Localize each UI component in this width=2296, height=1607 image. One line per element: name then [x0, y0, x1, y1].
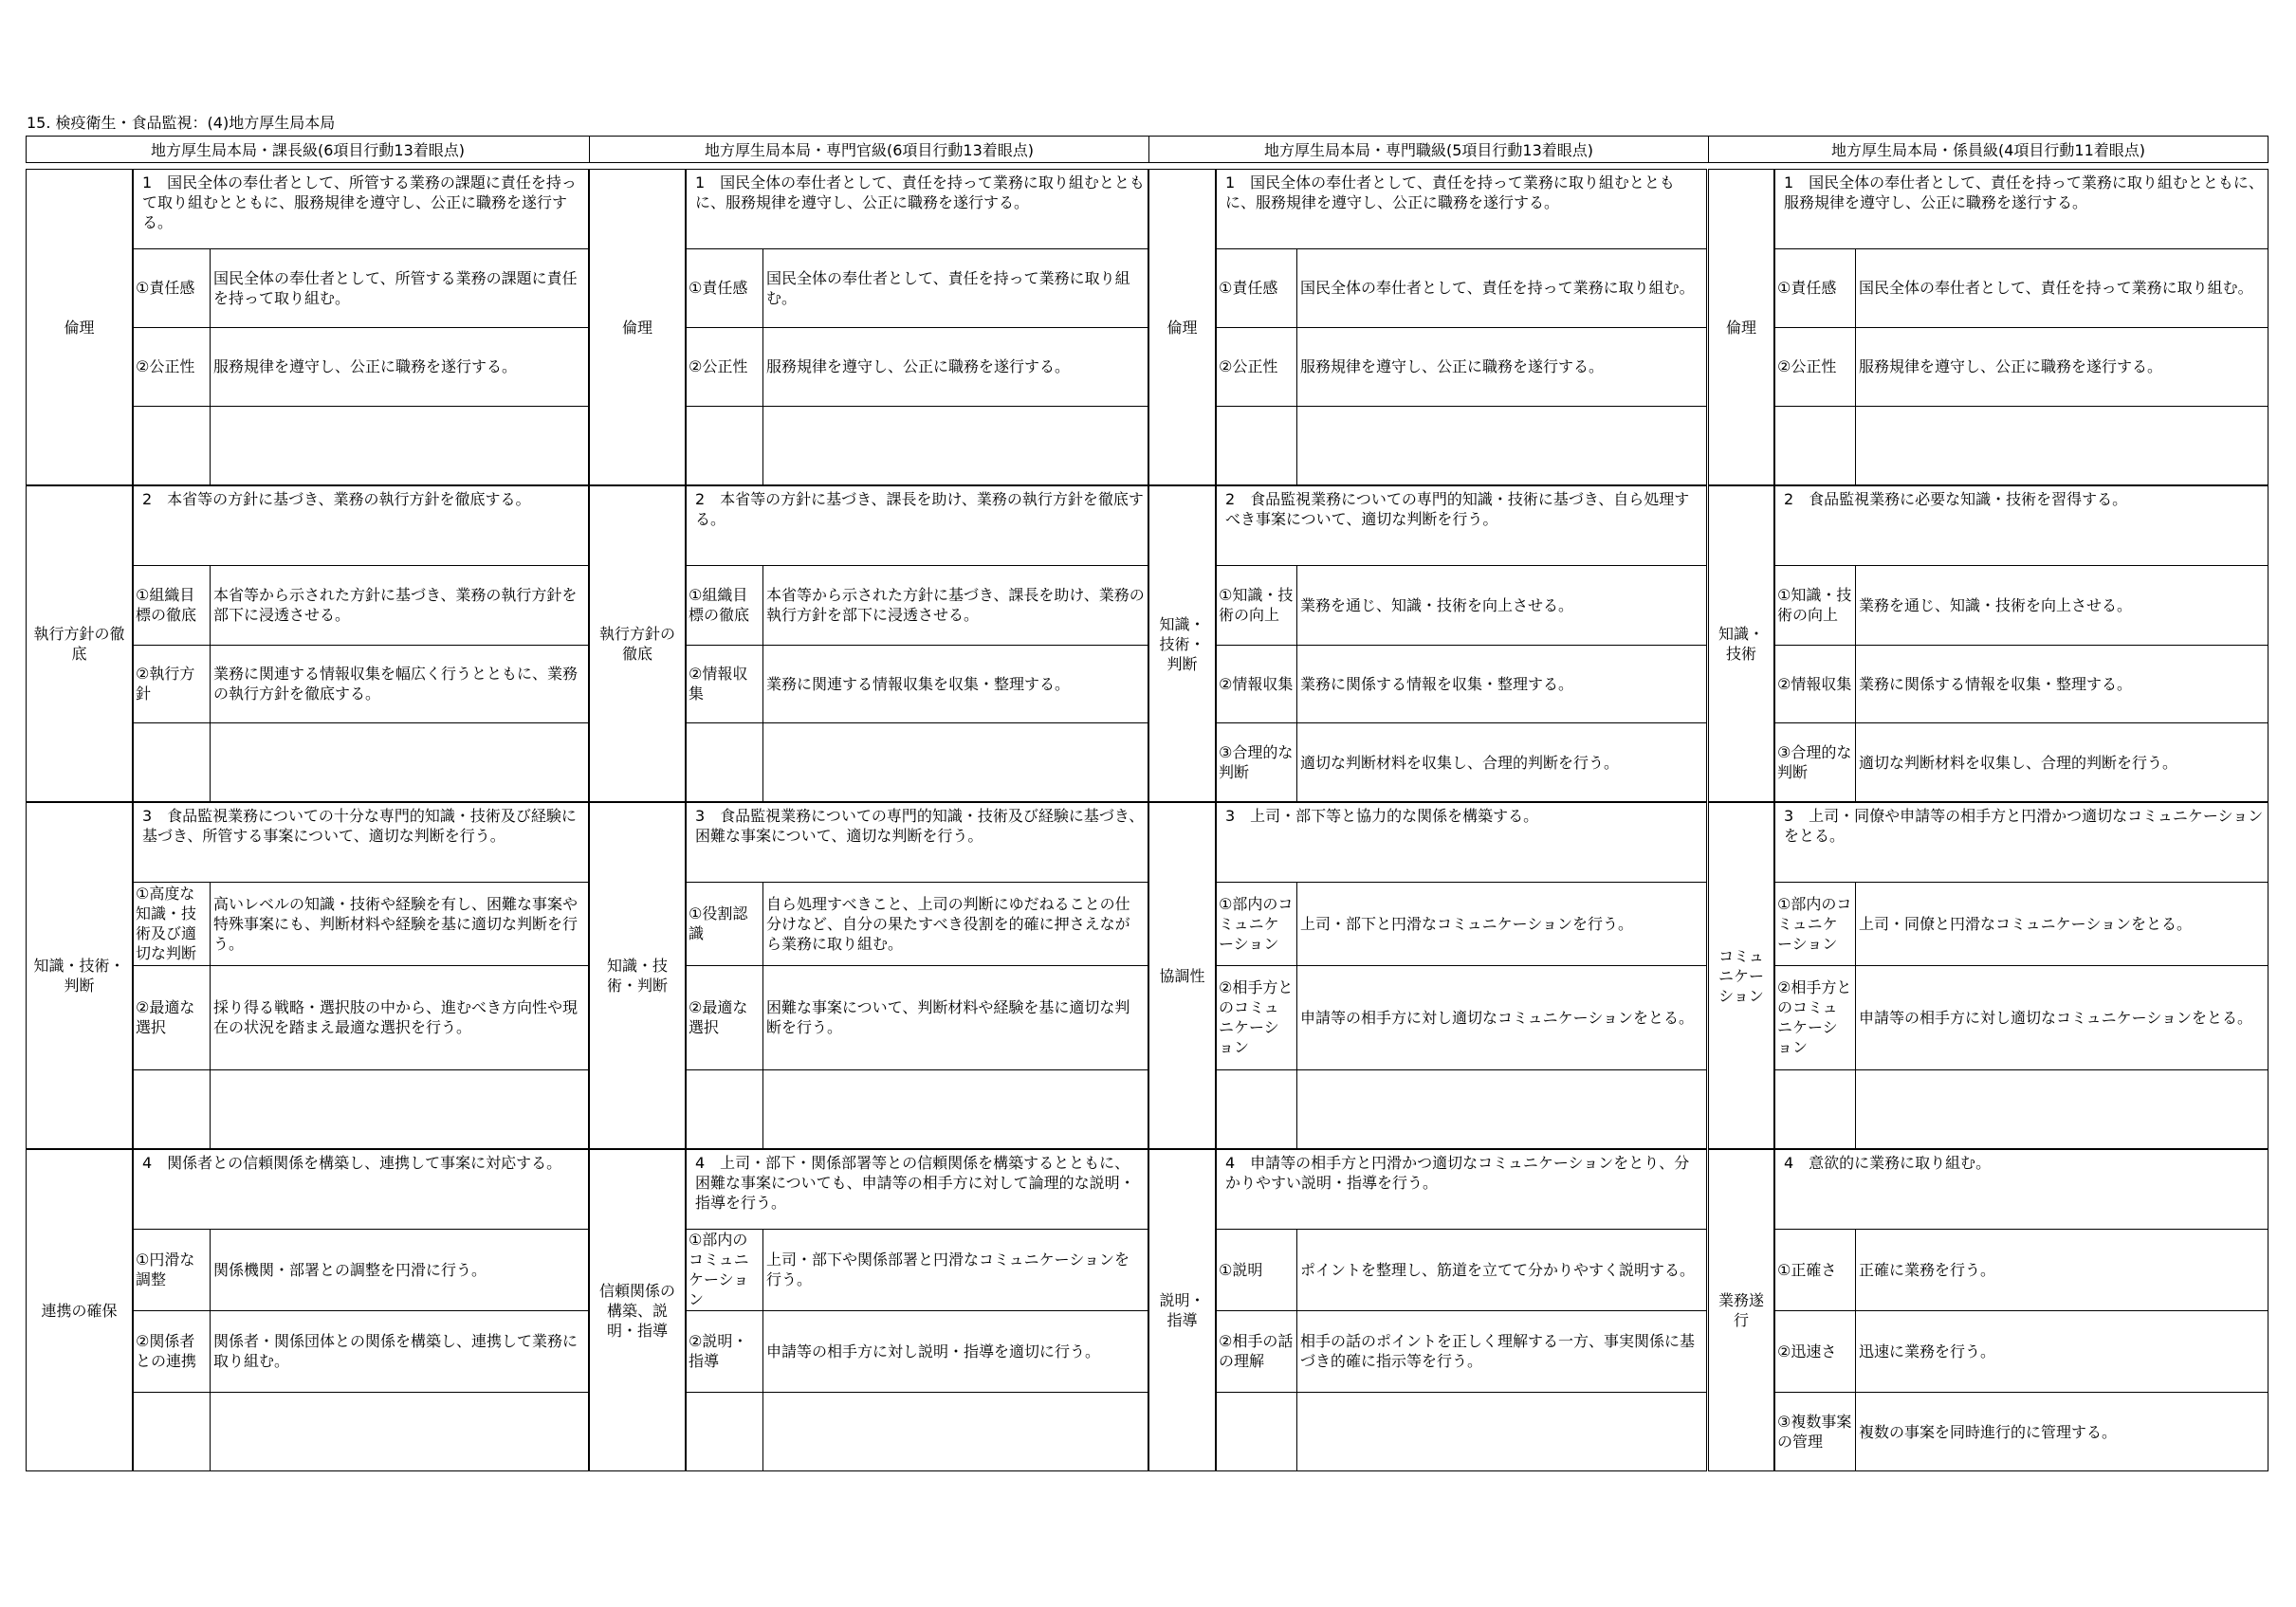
viewpoint-label [686, 406, 762, 485]
category-cell: 倫理 [26, 169, 133, 485]
viewpoint-label: ①責任感 [689, 279, 748, 297]
viewpoint-description: 国民全体の奉仕者として、所管する業務の課題に責任を持って取り組む。 [213, 268, 578, 307]
category-cell: 倫理 [1708, 169, 1774, 485]
category-cell: 業務遂行 [1708, 1149, 1774, 1471]
viewpoint-description: 申請等の相手方に対し適切なコミュニケーションをとる。 [1859, 1008, 2253, 1027]
viewpoint-label: ③合理的な判断 [1777, 743, 1852, 781]
viewpoint-label [1774, 406, 1855, 485]
behavior-statement: 4 意欲的に業務に取り組む。 [1784, 1154, 1992, 1172]
viewpoint-description: 困難な事案について、判断材料や経験を基に適切な判断を行う。 [766, 998, 1130, 1036]
viewpoint-description: 服務規律を遵守し、公正に職務を遂行する。 [213, 357, 518, 375]
viewpoint-label: ①説明 [1219, 1260, 1263, 1279]
category-cell: 知識・技術・判断 [1148, 485, 1216, 802]
viewpoint-label: ①組織目標の徹底 [136, 586, 197, 624]
viewpoint-description: 業務に関連する情報収集を幅広く行うとともに、業務の執行方針を徹底する。 [213, 665, 579, 703]
viewpoint-label: ①部内のコミュニケーション [1777, 894, 1852, 953]
behavior-statement: 3 食品監視業務についての十分な専門的知識・技術及び経験に基づき、所管する事案について、適切な判断を行う。 [142, 807, 577, 845]
viewpoint-description [762, 722, 1148, 802]
category-cell: 連携の確保 [26, 1149, 133, 1471]
behavior-statement: 1 国民全体の奉仕者として、責任を持って業務に取り組むとともに、服務規律を遵守し、公正に職務を遂行する。 [1225, 173, 1675, 211]
behavior-statement: 2 本省等の方針に基づき、業務の執行方針を徹底する。 [142, 490, 531, 508]
viewpoint-description [210, 1392, 589, 1471]
viewpoint-description [762, 1069, 1148, 1149]
category-cell: 倫理 [1148, 169, 1216, 485]
category-cell: 執行方針の徹底 [589, 485, 686, 802]
viewpoint-description: 本省等から示された方針に基づき、課長を助け、業務の執行方針を部下に浸透させる。 [766, 586, 1145, 624]
viewpoint-label: ③合理的な判断 [1219, 743, 1294, 781]
viewpoint-label: ②関係者との連携 [136, 1332, 197, 1370]
viewpoint-label: ②説明・指導 [689, 1332, 748, 1370]
category-cell: 知識・技術・判断 [26, 802, 133, 1149]
viewpoint-label: ①責任感 [1777, 279, 1837, 297]
viewpoint-label: ①部内のコミュニケーション [1219, 894, 1294, 953]
category-cell: 知識・技術・判断 [589, 802, 686, 1149]
viewpoint-label [686, 722, 762, 802]
viewpoint-label: ①責任感 [136, 279, 195, 297]
category-cell: 協調性 [1148, 802, 1216, 1149]
viewpoint-description: 申請等の相手方に対し説明・指導を適切に行う。 [766, 1342, 1101, 1360]
viewpoint-description: 上司・部下と円滑なコミュニケーションを行う。 [1300, 914, 1634, 933]
column-header-specialist: 地方厚生局本局・専門職級(5項目行動13着眼点) [1148, 136, 1708, 163]
viewpoint-label: ②最適な選択 [136, 998, 195, 1036]
category-cell: 知識・技術 [1708, 485, 1774, 802]
viewpoint-label: ③複数事案の管理 [1777, 1413, 1852, 1451]
viewpoint-label [133, 1392, 210, 1471]
viewpoint-description: 服務規律を遵守し、公正に職務を遂行する。 [1859, 357, 2163, 375]
viewpoint-label: ①正確さ [1777, 1260, 1837, 1279]
viewpoint-label: ①責任感 [1219, 279, 1278, 297]
viewpoint-description: 業務に関係する情報を収集・整理する。 [1859, 674, 2133, 693]
viewpoint-description [1296, 1392, 1707, 1471]
viewpoint-description [210, 722, 589, 802]
viewpoint-label: ①高度な知識・技術及び適切な判断 [136, 885, 197, 962]
viewpoint-label [133, 1069, 210, 1149]
behavior-statement: 4 関係者との信頼関係を構築し、連携して事案に対応する。 [142, 1154, 562, 1172]
viewpoint-label: ②公正性 [1777, 357, 1837, 375]
viewpoint-label [133, 722, 210, 802]
viewpoint-label: ②公正性 [1219, 357, 1278, 375]
viewpoint-label: ②公正性 [689, 357, 748, 375]
column-header-section-chief: 地方厚生局本局・課長級(6項目行動13着眼点) [26, 136, 589, 163]
column-header-staff: 地方厚生局本局・係員級(4項目行動11着眼点) [1708, 136, 2268, 163]
viewpoint-label: ②最適な選択 [689, 998, 748, 1036]
behavior-statement: 3 上司・同僚や申請等の相手方と円滑かつ適切なコミュニケーションをとる。 [1784, 807, 2264, 845]
category-cell: 説明・指導 [1148, 1149, 1216, 1471]
viewpoint-description [762, 406, 1148, 485]
viewpoint-description: 業務に関係する情報を収集・整理する。 [1300, 674, 1574, 693]
viewpoint-description: 正確に業務を行う。 [1859, 1260, 1996, 1279]
behavior-statement: 1 国民全体の奉仕者として、責任を持って業務に取り組むとともに、服務規律を遵守し、公正に職務を遂行する。 [1784, 173, 2264, 211]
viewpoint-description [762, 1392, 1148, 1471]
category-cell: 倫理 [589, 169, 686, 485]
viewpoint-label: ②相手方とのコミュニケーション [1219, 978, 1294, 1056]
viewpoint-description: 適切な判断材料を収集し、合理的判断を行う。 [1300, 753, 1620, 772]
viewpoint-label [133, 406, 210, 485]
viewpoint-label [686, 1069, 762, 1149]
viewpoint-label: ①知識・技術の向上 [1219, 586, 1294, 624]
viewpoint-description: 業務に関連する情報収集を収集・整理する。 [766, 674, 1071, 693]
viewpoint-description: 服務規律を遵守し、公正に職務を遂行する。 [766, 357, 1071, 375]
viewpoint-description: 国民全体の奉仕者として、責任を持って業務に取り組む。 [1300, 279, 1695, 297]
viewpoint-description: 申請等の相手方に対し適切なコミュニケーションをとる。 [1300, 1008, 1695, 1027]
viewpoint-description [1296, 1069, 1707, 1149]
viewpoint-label: ②情報収集 [1777, 674, 1852, 693]
viewpoint-description: 関係者・関係団体との関係を構築し、連携して業務に取り組む。 [213, 1332, 579, 1370]
viewpoint-description: 本省等から示された方針に基づき、業務の執行方針を部下に浸透させる。 [213, 586, 578, 624]
viewpoint-description: 迅速に業務を行う。 [1859, 1342, 1996, 1360]
viewpoint-label: ②迅速さ [1777, 1342, 1837, 1360]
viewpoint-label: ①円滑な調整 [136, 1251, 195, 1288]
viewpoint-description: 服務規律を遵守し、公正に職務を遂行する。 [1300, 357, 1605, 375]
viewpoint-description: 業務を通じ、知識・技術を向上させる。 [1300, 595, 1574, 614]
behavior-statement: 4 上司・部下・関係部署等との信頼関係を構築するとともに、困難な事案についても、申請等の相手方に対して論理的な説明・指導を行う。 [695, 1154, 1135, 1212]
viewpoint-description [1296, 406, 1707, 485]
viewpoint-description: 適切な判断材料を収集し、合理的判断を行う。 [1859, 753, 2178, 772]
viewpoint-label [686, 1392, 762, 1471]
viewpoint-label: ②執行方針 [136, 665, 195, 703]
behavior-statement: 3 食品監視業務についての専門的知識・技術及び経験に基づき、困難な事案について、適切な判断を行う。 [695, 807, 1145, 845]
viewpoint-label: ①部内のコミュニケーション [689, 1231, 749, 1308]
viewpoint-description: 業務を通じ、知識・技術を向上させる。 [1859, 595, 2133, 614]
column-header-specialist-officer: 地方厚生局本局・専門官級(6項目行動13着眼点) [589, 136, 1148, 163]
viewpoint-description: 国民全体の奉仕者として、責任を持って業務に取り組む。 [1859, 279, 2253, 297]
viewpoint-description [1855, 406, 2268, 485]
viewpoint-label: ②情報収集 [1219, 674, 1294, 693]
viewpoint-description [210, 1069, 589, 1149]
viewpoint-label: ①役割認識 [689, 904, 748, 942]
viewpoint-description: 上司・部下や関係部署と円滑なコミュニケーションを行う。 [766, 1251, 1130, 1288]
viewpoint-description: 相手の話のポイントを正しく理解する一方、事実関係に基づき的確に指示等を行う。 [1300, 1332, 1696, 1370]
viewpoint-label [1216, 1392, 1296, 1471]
viewpoint-description: ポイントを整理し、筋道を立てて分かりやすく説明する。 [1300, 1260, 1696, 1279]
behavior-statement: 1 国民全体の奉仕者として、責任を持って業務に取り組むとともに、服務規律を遵守し、公正に職務を遂行する。 [695, 173, 1145, 211]
behavior-statement: 3 上司・部下等と協力的な関係を構築する。 [1225, 807, 1539, 825]
viewpoint-description [1855, 1069, 2268, 1149]
viewpoint-label: ①組織目標の徹底 [689, 586, 750, 624]
category-cell: 信頼関係の構築、説明・指導 [589, 1149, 686, 1471]
viewpoint-label [1216, 1069, 1296, 1149]
viewpoint-label [1216, 406, 1296, 485]
viewpoint-description: 関係機関・部署との調整を円滑に行う。 [213, 1260, 487, 1279]
viewpoint-description: 自ら処理すべきこと、上司の判断にゆだねることの仕分けなど、自分の果たすべき役割を的確に押さえながら業務に取り組む。 [766, 894, 1130, 953]
viewpoint-description: 複数の事案を同時進行的に管理する。 [1859, 1422, 2118, 1441]
behavior-statement: 2 食品監視業務に必要な知識・技術を習得する。 [1784, 490, 2128, 508]
viewpoint-label: ①知識・技術の向上 [1777, 586, 1852, 624]
viewpoint-label: ②相手の話の理解 [1219, 1332, 1294, 1370]
category-cell: コミュニケーション [1708, 802, 1774, 1149]
viewpoint-label: ②相手方とのコミュニケーション [1777, 978, 1852, 1056]
viewpoint-label: ②公正性 [136, 357, 195, 375]
viewpoint-label [1774, 1069, 1855, 1149]
behavior-statement: 4 申請等の相手方と円滑かつ適切なコミュニケーションをとり、分かりやすい説明・指導を行う。 [1225, 1154, 1690, 1192]
viewpoint-description: 採り得る戦略・選択肢の中から、進むべき方向性や現在の状況を踏まえ最適な選択を行う。 [213, 998, 579, 1036]
viewpoint-description: 上司・同僚と円滑なコミュニケーションをとる。 [1859, 914, 2193, 933]
behavior-statement: 2 食品監視業務についての専門的知識・技術に基づき、自ら処理すべき事案について、適切な判断を行う。 [1225, 490, 1690, 528]
behavior-statement: 2 本省等の方針に基づき、課長を助け、業務の執行方針を徹底する。 [695, 490, 1144, 528]
viewpoint-description [210, 406, 589, 485]
page-title: 15. 検疫衛生・食品監視：(4)地方厚生局本局 [27, 114, 336, 132]
category-cell: 執行方針の徹底 [26, 485, 133, 802]
viewpoint-description: 高いレベルの知識・技術や経験を有し、困難な事案や特殊事案にも、判断材料や経験を基に適切な判断を行う。 [213, 894, 579, 953]
behavior-statement: 1 国民全体の奉仕者として、所管する業務の課題に責任を持って取り組むとともに、服務規律を遵守し、公正に職務を遂行する。 [142, 173, 577, 231]
viewpoint-label: ②情報収集 [689, 665, 748, 703]
viewpoint-description: 国民全体の奉仕者として、責任を持って業務に取り組む。 [766, 268, 1130, 307]
